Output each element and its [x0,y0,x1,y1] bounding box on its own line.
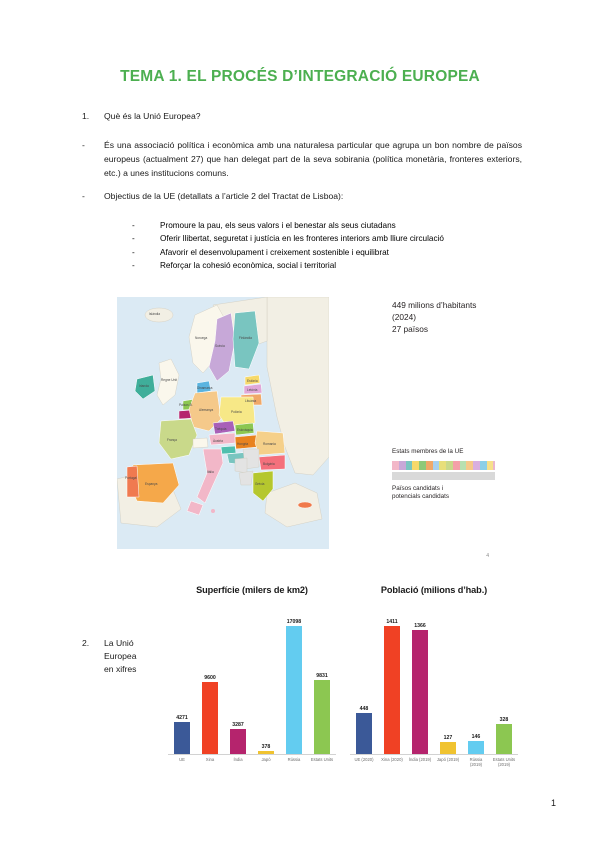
bar [384,626,401,754]
objective-text: Reforçar la cohesió econòmica, social i territorial [160,260,337,270]
bar [258,751,275,754]
bar-value-label: 9600 [204,675,216,682]
bar-value-label: 1411 [386,619,398,625]
bar [356,713,373,754]
svg-text:Dinamarca: Dinamarca [197,386,213,390]
bar-value-label: 4271 [176,715,188,722]
section-1-paragraph-block [82,139,522,181]
map-statistics [392,299,495,335]
bar [174,722,191,754]
x-axis-label: Rússia (2019) [469,757,483,768]
bar-column [282,614,307,754]
x-axis-label: Xina [205,757,215,762]
bar-value-label: 1366 [414,623,426,630]
svg-text:Hongria: Hongria [237,442,249,446]
chart-bars [350,614,518,755]
legend-members-swatches [392,461,495,470]
bar-value-label: 328 [499,717,509,724]
objective-item [132,232,532,245]
chart-x-axis-labels [350,757,518,768]
chart-plot-area [168,615,336,755]
svg-text:Àustria: Àustria [213,439,223,443]
chart-plot-area [350,615,518,755]
svg-text:Itàlia: Itàlia [207,470,214,474]
svg-text:Polònia: Polònia [231,410,242,414]
legend-candidates-label-1: Països candidats i [392,484,444,492]
chart-title: Superfície (milers de km2) [196,585,308,595]
bar [202,682,219,754]
bar-column [310,614,335,754]
x-axis-label: Japó [261,757,271,762]
map-legend [392,448,495,502]
country-count-stat: 27 països [392,324,428,335]
bar-column [352,614,377,754]
bar-value-label: 146 [471,733,481,740]
x-axis-label: Índia (2019) [408,757,432,762]
map-slide [85,291,495,563]
objective-item [132,219,532,232]
svg-text:Espanya: Espanya [145,482,158,486]
bar-column [254,614,279,754]
svg-text:Irlanda: Irlanda [139,384,149,388]
bar [230,729,247,754]
europe-map-svg [117,297,329,549]
bar [286,626,303,754]
bar-column [436,614,461,754]
bar [314,680,331,754]
x-axis-label: Estats Units (2019) [492,757,516,768]
x-axis-label: Japó (2019) [436,757,460,762]
svg-text:Portugal: Portugal [125,476,137,480]
chart-superficie [168,578,336,786]
section-1-heading-text: Què és la Unió Europea? [104,111,201,121]
bar [412,630,429,754]
bar [468,741,485,754]
section-2-number: 2. [82,638,90,648]
svg-text:Finlàndia: Finlàndia [239,336,252,340]
svg-text:Països B.: Països B. [179,403,193,407]
x-axis-label: Índia [233,757,243,762]
x-axis-label: Estats Units [310,757,334,762]
svg-text:Suècia: Suècia [215,344,225,348]
bar-column [170,614,195,754]
section-2-heading-line-2: Europea [104,650,137,661]
x-axis-label: Xina (2020) [381,757,403,762]
x-axis-label: UE [179,757,185,762]
section-2-heading-line-3: en xifres [104,663,137,674]
section-1-number: 1. [82,111,90,121]
objectives-intro: Objectius de la UE (detallats a l’article 2 del Tractat de Lisboa): [104,191,344,201]
svg-text:Eslovàquia: Eslovàquia [237,428,253,432]
svg-text:Regne Unit: Regne Unit [161,378,177,382]
section-1-paragraph: És una associació política i econòmica amb una naturalesa particular que agrupa un bon nombre de països europeus (actualment 27) que han delegat part de la seva sobirania (política monetària, fronteres exteriors, etc.) a unes institucions comuns. [104,140,522,178]
x-axis-label: Rússia [287,757,301,762]
chart-x-axis-labels [168,757,336,762]
svg-text:Noruega: Noruega [195,336,208,340]
bar-column [198,614,223,754]
section-2-heading-line-1: La Unió [104,638,134,648]
chart-bars [168,614,336,755]
bar-value-label: 448 [359,706,369,713]
legend-members-label: Estats membres de la UE [392,448,464,455]
svg-text:Alemanya: Alemanya [199,408,214,412]
page-number: 1 [550,798,556,808]
bullet-dash: - [82,140,85,150]
bullet-dash: - [132,234,135,244]
chart-poblacio [350,578,518,786]
objectives-intro-block [82,190,522,204]
chart-title: Població (milions d’hab.) [380,585,488,595]
slide-number: 4 [486,553,489,559]
bar-column [226,614,251,754]
svg-text:Grècia: Grècia [255,482,265,486]
section-2-heading [82,637,162,676]
bar-value-label: 17098 [286,619,302,625]
bar-value-label: 378 [261,744,271,751]
svg-text:Islàndia: Islàndia [149,312,160,316]
bullet-dash: - [132,247,135,257]
objective-text: Afavorir el desenvolupament i creixement sostenible i equilibrat [160,247,389,257]
section-1-heading [82,111,512,121]
bullet-dash: - [82,191,85,201]
bar [496,724,513,754]
bullet-dash: - [132,221,135,230]
bar-column [380,614,405,754]
objectives-list [132,219,532,272]
bullet-dash: - [132,260,135,270]
objective-item [132,259,532,272]
svg-text:Lituània: Lituània [245,399,257,403]
svg-text:Bulgària: Bulgària [263,462,275,466]
charts-slide [160,578,520,786]
bar-value-label: 9831 [316,673,328,680]
page-title: TEMA 1. EL PROCÉS D’INTEGRACIÓ EUROPEA [120,68,480,85]
bar-value-label: 127 [443,735,453,742]
objective-item [132,246,532,259]
bar-value-label: 3287 [232,722,244,729]
legend-candidates-label-2: potencials candidats [392,493,450,500]
svg-text:Txèquia: Txèquia [215,427,227,431]
svg-text:Estònia: Estònia [247,379,258,383]
bar [440,742,457,754]
svg-text:Romania: Romania [263,442,276,446]
objective-text: Promoure la pau, els seus valors i el benestar als seus ciutadans [160,221,396,230]
bar-column [464,614,489,754]
europe-map-image [117,297,329,549]
svg-text:Letònia: Letònia [247,388,258,392]
population-stat: 449 milions d’habitants (2024) [392,300,477,323]
objective-text: Oferir llibertat, seguretat i justícia en les fronteres interiors amb lliure circulació [160,234,444,244]
bar-column [492,614,517,754]
legend-candidates-swatch [392,472,495,480]
bar-column [408,614,433,754]
svg-text:França: França [167,438,177,442]
x-axis-label: UE (2020) [354,757,374,762]
